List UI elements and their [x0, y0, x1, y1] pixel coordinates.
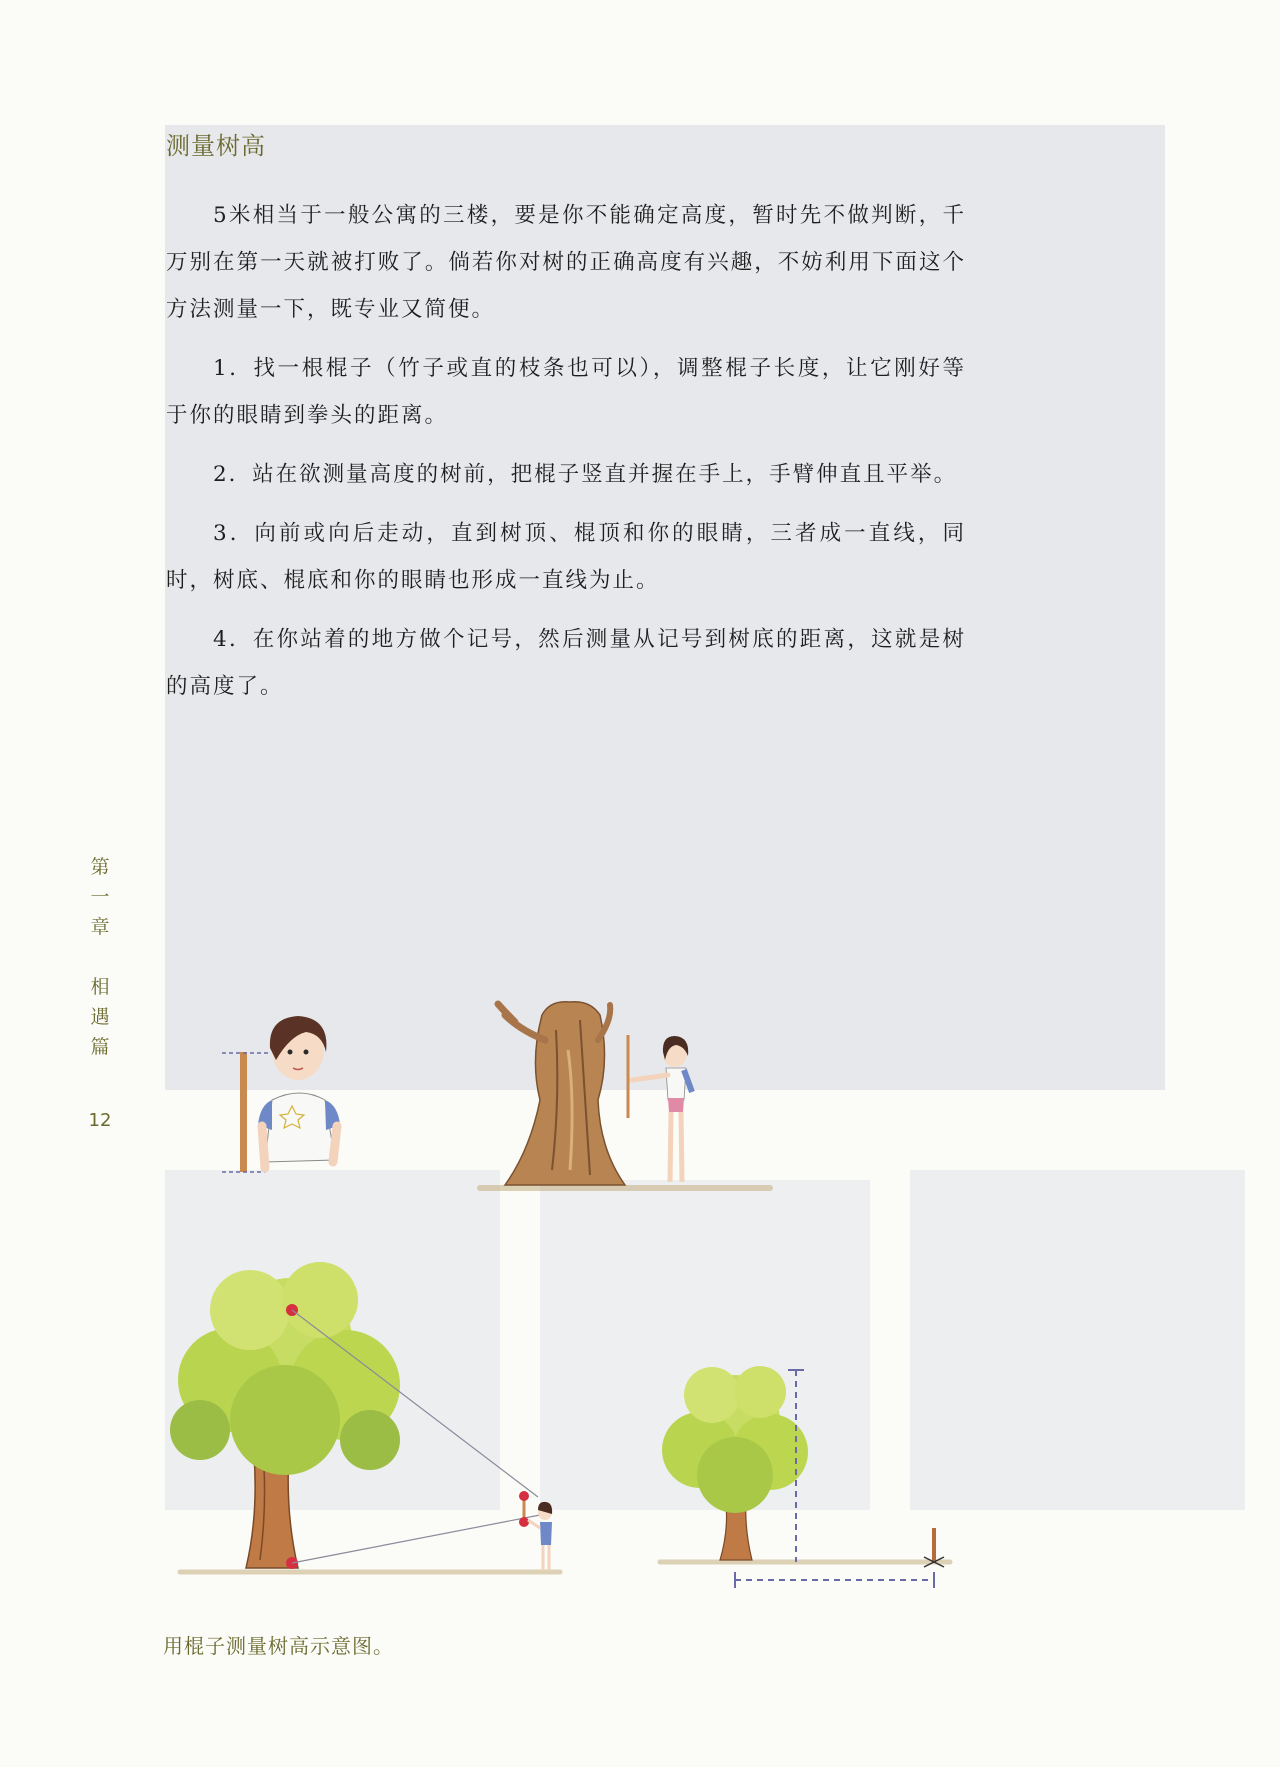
distance-scene: [660, 1366, 950, 1588]
figure-caption: 用棍子测量树高示意图。: [163, 1634, 394, 1658]
paragraph-step-3: 3．向前或向后走动，直到树顶、棍顶和你的眼睛，三者成一直线，同时，树底、棍底和你的眼睛也形成一直线为止。: [166, 521, 966, 593]
paragraph-step-2: 2．站在欲测量高度的树前，把棍子竖直并握在手上，手臂伸直且平举。: [213, 462, 958, 487]
page-number: 12: [88, 1110, 112, 1131]
girl-portrait: [222, 1016, 340, 1172]
sighting-scene: [170, 1262, 560, 1572]
chapter-char: 相: [90, 976, 110, 998]
chapter-char: 一: [90, 886, 110, 908]
chapter-char: 第: [90, 856, 110, 878]
paragraph-intro: 5米相当于一般公寓的三楼，要是你不能确定高度，暂时先不做判断，千万别在第一天就被打败了。倘若你对树的正确高度有兴趣，不妨利用下面这个方法测量一下，既专业又简便。: [166, 203, 966, 322]
paragraph-step-4: 4．在你站着的地方做个记号，然后测量从记号到树底的距离，这就是树的高度了。: [166, 627, 966, 699]
chapter-char: 章: [90, 916, 110, 938]
trunk-scene: [480, 1002, 770, 1188]
chapter-char: 篇: [90, 1036, 110, 1058]
stick: [240, 1052, 247, 1172]
paragraph-step-1: 1．找一根棍子（竹子或直的枝条也可以），调整棍子长度，让它刚好等于你的眼睛到拳头的距离。: [166, 356, 966, 428]
chapter-char: 遇: [90, 1006, 110, 1028]
section-title: 测量树高: [166, 132, 266, 160]
